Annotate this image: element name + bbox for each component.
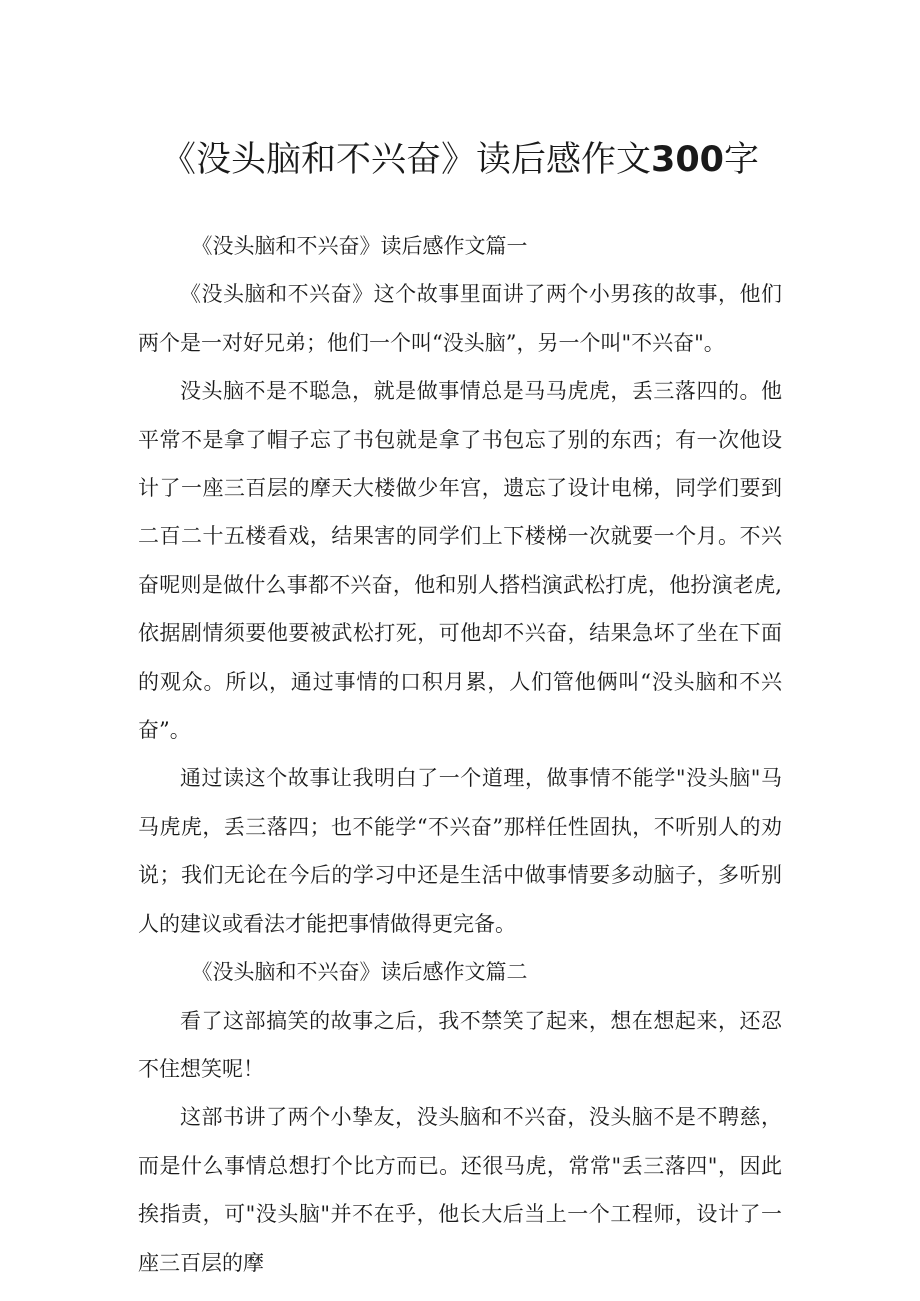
title-number: 300 [650,140,725,180]
document-title [0,136,920,184]
document-body [138,222,782,1287]
paragraph: 《没头脑和不兴奋》这个故事里面讲了两个小男孩的故事，他们两个是一对好兄弟；他们一个叫“没头脑”，另一个叫"不兴奋"。 [138,282,782,355]
paragraph: 没头脑不是不聪急，就是做事情总是马马虎虎，丢三落四的。他平常不是拿了帽子忘了书包就是拿了书包忘了别的东西；有一次他设计了一座三百层的摩天大楼做少年宫，遗忘了设计电梯，同学们要到二百二十五楼看戏，结果害的同学们上下楼梯一次就要一个月。不兴奋呢则是做什么事都不兴奋，他和别人搭档演武松打虎，他扮演老虎,依据剧情须要他要被武松打死，可他却不兴奋，结果急坏了坐在下面的观众。所以，通过事情的口积月累，人们管他俩叫“没头脑和不兴奋”。 [138,379,782,743]
paragraph: 看了这部搞笑的故事之后，我不禁笑了起来，想在想起来，还忍不住想笑呢！ [138,1008,782,1081]
title-suffix: 字 [724,140,760,180]
paragraph: 通过读这个故事让我明白了一个道理，做事情不能学"没头脑"马马虎虎，丢三落四；也不能学“不兴奋”那样任性固执，不听别人的劝说；我们无论在今后的学习中还是生活中做事情要多动脑子，多听别人的建议或看法才能把事情做得更完备。 [138,766,782,936]
section-heading-2: 《没头脑和不兴奋》读后感作文篇二 [191,960,528,985]
section-heading-1: 《没头脑和不兴奋》读后感作文篇一 [191,234,528,258]
paragraph: 这部书讲了两个小挚友，没头脑和不兴奋，没头脑不是不聘慈，而是什么事情总想打个比方而已。还很马虎，常常"丢三落四"，因此挨指责，可"没头脑"并不在乎，他长大后当上一个工程师，设计了一座三百层的摩 [138,1105,782,1275]
title-text: 《没头脑和不兴奋》读后感作文 [160,140,651,180]
